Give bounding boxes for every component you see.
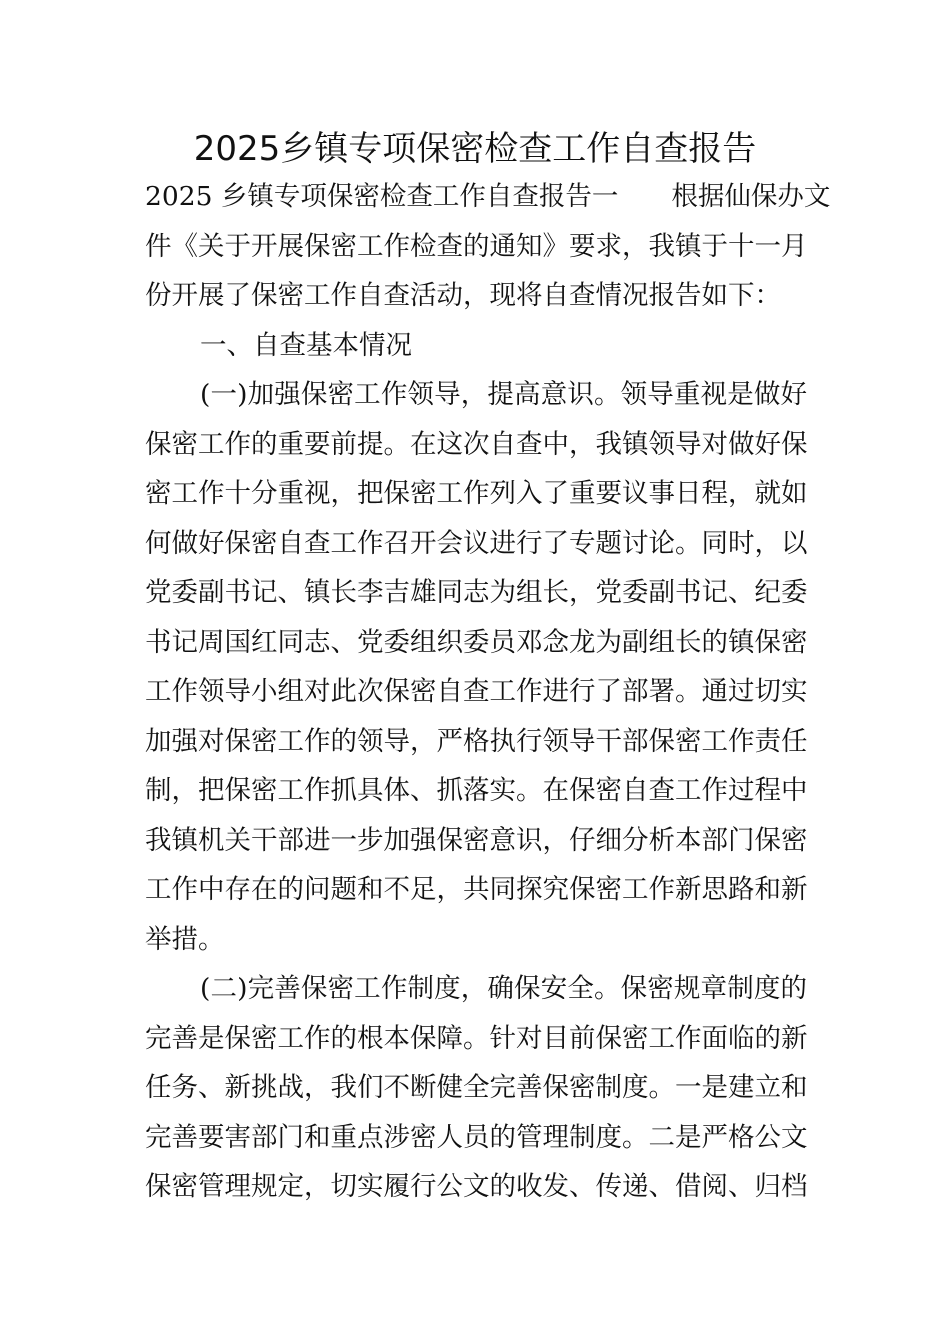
text-line: 加强对保密工作的领导，严格执行领导干部保密工作责任 — [145, 725, 808, 757]
text-line: 书记周国红同志、党委组织委员邓念龙为副组长的镇保密 — [145, 626, 808, 658]
document-title: 2025乡镇专项保密检查工作自查报告 — [193, 129, 757, 169]
text-line: 我镇机关干部进一步加强保密意识，仔细分析本部门保密 — [145, 824, 808, 856]
text-line: 2025 乡镇专项保密检查工作自查报告一 根据仙保办文 — [145, 181, 831, 212]
text-line: 举措。 — [145, 923, 225, 955]
text-line: (一)加强保密工作领导，提高意识。领导重视是做好 — [200, 379, 807, 410]
text-line: (二)完善保密工作制度，确保安全。保密规章制度的 — [200, 973, 807, 1004]
text-line: 何做好保密自查工作召开会议进行了专题讨论。同时，以 — [145, 527, 808, 559]
text-line: 保密管理规定，切实履行公文的收发、传递、借阅、归档 — [145, 1171, 808, 1202]
text-line: 保密工作的重要前提。在这次自查中，我镇领导对做好保 — [145, 428, 808, 460]
text-line: 任务、新挑战，我们不断健全完善保密制度。一是建立和 — [145, 1072, 808, 1103]
text-line: 党委副书记、镇长李吉雄同志为组长，党委副书记、纪委 — [145, 577, 808, 608]
text-line: 工作中存在的问题和不足，共同探究保密工作新思路和新 — [145, 874, 808, 905]
section-heading: 一、自查基本情况 — [200, 329, 412, 361]
text-line: 完善是保密工作的根本保障。针对目前保密工作面临的新 — [145, 1022, 808, 1054]
document-body — [145, 172, 831, 1212]
text-line: 工作领导小组对此次保密自查工作进行了部署。通过切实 — [145, 676, 808, 707]
text-line: 份开展了保密工作自查活动，现将自查情况报告如下： — [145, 280, 781, 311]
text-line: 件《关于开展保密工作检查的通知》要求，我镇于十一月 — [145, 230, 808, 262]
text-line: 制，把保密工作抓具体、抓落实。在保密自查工作过程中 — [145, 775, 808, 806]
text-line: 密工作十分重视，把保密工作列入了重要议事日程，就如 — [145, 478, 808, 509]
text-line: 完善要害部门和重点涉密人员的管理制度。二是严格公文 — [145, 1121, 808, 1153]
